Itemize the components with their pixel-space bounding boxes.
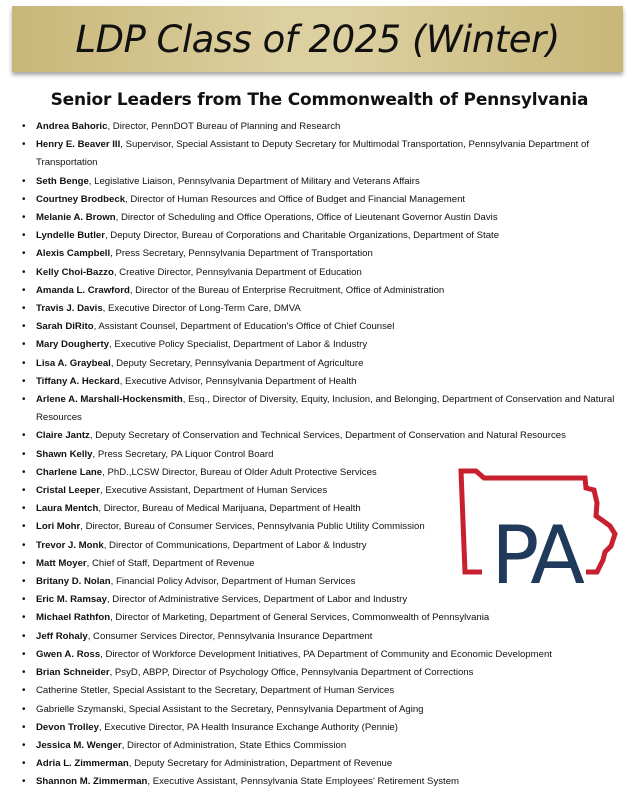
- member-title: , PsyD, ABPP, Director of Psychology Office, Pennsylvania Department of Corrections: [109, 667, 474, 679]
- member-title: , Legislative Liaison, Pennsylvania Department of Military and Veterans Affairs: [88, 175, 420, 187]
- member-title: , Executive Director of Long-Term Care, DMVA: [102, 303, 301, 315]
- list-item: [14, 446, 624, 464]
- list-item: [14, 336, 624, 354]
- page-subtitle: Senior Leaders from The Commonwealth of Pennsylvania: [50, 90, 589, 110]
- list-item: [14, 227, 624, 245]
- list-item: [14, 664, 624, 682]
- member-title: , Executive Assistant, Pennsylvania State Employees' Retirement System: [147, 776, 460, 788]
- member-name: Michael Rathfon: [36, 612, 111, 624]
- member-name: Adria L. Zimmerman: [36, 758, 129, 770]
- page-title: LDP Class of 2025 (Winter): [75, 17, 560, 61]
- member-title: , Executive Policy Specialist, Department of Labor & Industry: [109, 339, 368, 351]
- member-name: Andrea Bahoric: [36, 121, 108, 132]
- member-title: , Director of Scheduling and Office Operations, Office of Lieutenant Governor Austin Davis: [115, 212, 498, 224]
- member-name: Matt Moyer: [36, 557, 87, 569]
- list-item: [14, 737, 624, 755]
- member-name: Mary Dougherty: [36, 339, 110, 351]
- member-name: Gwen A. Ross: [36, 648, 101, 660]
- list-item: [14, 682, 624, 700]
- member-name: Courtney Brodbeck: [36, 193, 126, 205]
- member-title: , Supervisor, Special Assistant to Deputy Secretary for Multimodal Transportation, Pennsylvania Department of Transportation: [36, 139, 589, 169]
- member-name: Brian Schneider: [36, 667, 110, 679]
- member-title: , Financial Policy Advisor, Department of Human Services: [110, 576, 356, 588]
- list-item: [14, 373, 624, 391]
- member-title: , Director of Administrative Services, Department of Labor and Industry: [106, 594, 408, 606]
- list-item: [14, 755, 624, 773]
- member-name: Kelly Choi-Bazzo: [36, 266, 114, 278]
- member-name: Tiffany A. Heckard: [36, 375, 120, 387]
- member-title: , Consumer Services Director, Pennsylvania Insurance Department: [87, 630, 373, 642]
- member-title: , Director, Bureau of Consumer Services, Pennsylvania Public Utility Commission: [80, 521, 425, 533]
- list-item: [14, 609, 624, 627]
- member-name: Travis J. Davis: [36, 303, 103, 315]
- member-title: , Esq., Director of Diversity, Equity, Inclusion, and Belonging, Department of Conservation and Natural Resources: [36, 394, 615, 424]
- member-title: , Deputy Director, Bureau of Corporations and Charitable Organizations, Department of State: [104, 230, 500, 242]
- member-name: Lori Mohr: [36, 521, 81, 533]
- list-item: [14, 245, 624, 263]
- member-name: Catherine Stetler: [36, 685, 108, 697]
- member-title: , Press Secretary, PA Liquor Control Board: [92, 448, 274, 460]
- member-title: , Press Secretary, Pennsylvania Department of Transportation: [110, 248, 373, 260]
- member-name: Arlene A. Marshall-Hockensmith: [36, 394, 183, 406]
- member-title: , Director of Human Resources and Office of Budget and Financial Management: [125, 193, 466, 205]
- member-title: , Executive Advisor, Pennsylvania Department of Health: [119, 375, 357, 387]
- member-title: , Assistant Counsel, Department of Education's Office of Chief Counsel: [93, 321, 395, 333]
- member-title: , Deputy Secretary for Administration, Department of Revenue: [128, 758, 393, 770]
- member-title: , Director of Administration, State Ethics Commission: [121, 739, 347, 751]
- list-item: [14, 282, 624, 300]
- member-name: Claire Jantz: [36, 430, 90, 442]
- member-name: Lyndelle Butler: [36, 230, 105, 242]
- member-name: Alexis Campbell: [36, 248, 111, 260]
- list-item: [14, 209, 624, 227]
- title-banner: [12, 6, 623, 72]
- member-title: , Creative Director, Pennsylvania Department of Education: [113, 266, 362, 278]
- member-name: Lisa A. Graybeal: [36, 357, 111, 369]
- list-item: [14, 591, 624, 609]
- member-name: Jessica M. Wenger: [36, 739, 122, 751]
- member-title: , PhD.,LCSW Director, Bureau of Older Adult Protective Services: [102, 466, 377, 478]
- list-item: [14, 355, 624, 373]
- member-name: Cristal Leeper: [36, 485, 100, 497]
- member-name: Henry E. Beaver III: [36, 139, 121, 151]
- list-item: [14, 391, 624, 427]
- member-title: , Director of Communications, Department of Labor & Industry: [103, 539, 367, 551]
- list-item: [14, 773, 624, 791]
- member-name: Britany D. Nolan: [36, 576, 111, 588]
- member-name: Trevor J. Monk: [36, 539, 104, 551]
- member-title: , Executive Director, PA Health Insurance Exchange Authority (Pennie): [98, 721, 398, 733]
- member-title: , Director of Workforce Development Initiatives, PA Department of Community and Economic Development: [100, 648, 552, 660]
- member-title: , Chief of Staff, Department of Revenue: [86, 557, 255, 569]
- member-title: , Executive Assistant, Department of Human Services: [100, 485, 328, 497]
- list-item: [14, 427, 624, 445]
- member-name: Laura Mentch: [36, 503, 99, 515]
- list-item: [14, 318, 624, 336]
- list-item: [14, 191, 624, 209]
- list-item: [14, 173, 624, 191]
- member-title: , Director of the Bureau of Enterprise Recruitment, Office of Administration: [129, 284, 445, 296]
- member-title: , Deputy Secretary of Conservation and Technical Services, Department of Conservation and Natural Resources: [89, 430, 566, 442]
- list-item: [14, 118, 624, 136]
- list-item: [14, 701, 624, 719]
- list-item: [14, 136, 624, 172]
- member-title: , Director, Bureau of Medical Marijuana, Department of Health: [98, 503, 361, 515]
- member-name: Melanie A. Brown: [36, 212, 116, 224]
- member-title: , Director, PennDOT Bureau of Planning and Research: [107, 121, 341, 132]
- member-title: , Director of Marketing, Department of General Services, Commonwealth of Pennsylvania: [110, 612, 490, 624]
- pa-logo-text: PA: [491, 509, 581, 593]
- member-name: Eric M. Ramsay: [36, 594, 107, 606]
- list-item: [14, 719, 624, 737]
- member-name: Sarah DiRito: [36, 321, 94, 333]
- list-item: [14, 628, 624, 646]
- member-name: Jeff Rohaly: [36, 630, 88, 642]
- member-name: Seth Benge: [36, 175, 89, 187]
- pa-logo: [458, 468, 623, 593]
- member-title: , Special Assistant to the Secretary, Department of Human Services: [107, 685, 395, 697]
- member-name: Devon Trolley: [36, 721, 99, 733]
- member-name: Shawn Kelly: [36, 448, 93, 460]
- member-name: Charlene Lane: [36, 466, 103, 478]
- member-title: , Deputy Secretary, Pennsylvania Department of Agriculture: [110, 357, 364, 369]
- member-title: , Special Assistant to the Secretary, Pennsylvania Department of Aging: [123, 703, 424, 715]
- list-item: [14, 300, 624, 318]
- member-name: Gabrielle Szymanski: [36, 703, 124, 715]
- list-item: [14, 264, 624, 282]
- member-list: [14, 118, 624, 792]
- member-name: Shannon M. Zimmerman: [36, 776, 148, 788]
- list-item: [14, 646, 624, 664]
- member-name: Amanda L. Crawford: [36, 284, 130, 296]
